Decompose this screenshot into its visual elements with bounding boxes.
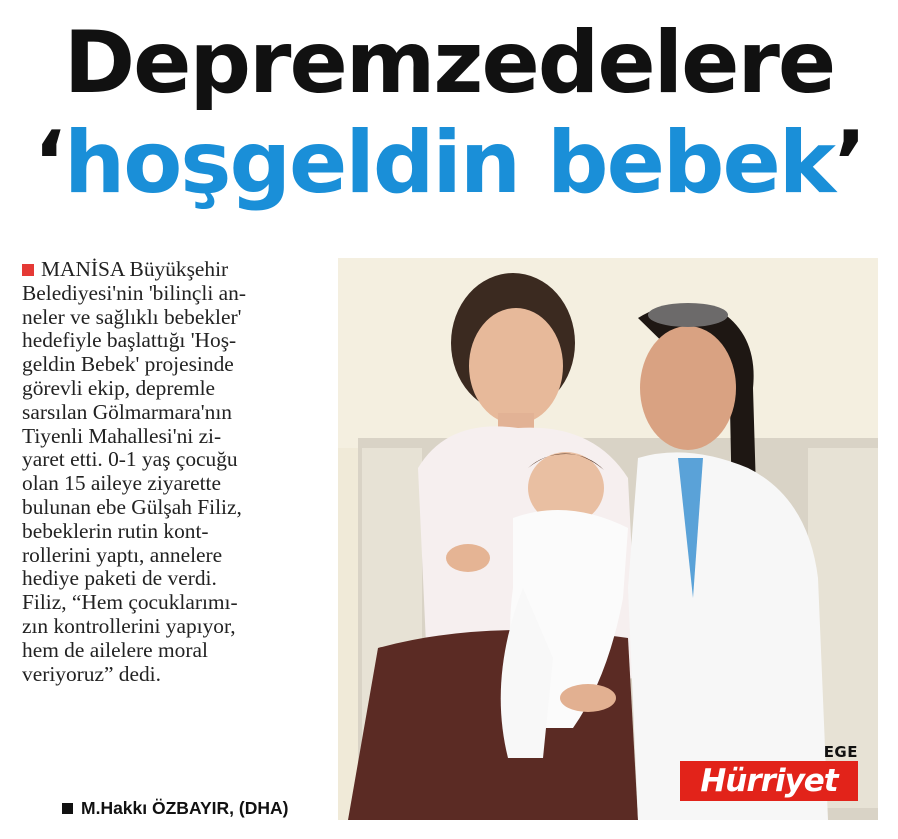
red-square-icon [22,264,34,276]
article-line-17: veriyoruz” dedi. [22,661,161,686]
article-line-11: bebeklerin rutin kont- [22,518,209,543]
logo-edition: EGE [804,743,858,763]
black-square-icon [62,803,73,814]
article-line-12: rollerini yaptı, annelere [22,542,223,567]
article-line-14: Filiz, “Hem çocuklarımı- [22,590,238,615]
article-line-0: MANİSA Büyükşehir [22,258,330,282]
hurriyet-logo [680,743,860,805]
article-line-6: sarsılan Gölmarmara'nın [22,399,232,424]
news-photo [338,258,878,820]
article-line-9: olan 15 aileye ziyarette [22,471,221,496]
article-line-8: yaret etti. 0-1 yaş çocuğu [22,447,238,472]
article-line-15: zın kontrollerini yapıyor, [22,613,236,638]
article-line-10: bulunan ebe Gülşah Filiz, [22,494,242,519]
article-body [22,258,330,686]
close-quote: ’ [834,113,865,213]
logo-name: Hürriyet [680,761,858,801]
article-line-1: Belediyesi'nin 'bilinçli an- [22,280,246,305]
article-line-7: Tiyenli Mahallesi'ni zi- [22,423,222,448]
article-line-3: hedefiyle başlattığı 'Hoş- [22,328,237,353]
headline-line-1: Depremzedelere [63,13,835,113]
open-quote: ‘ [33,113,64,213]
article-line-5: görevli ekip, depremle [22,375,216,400]
article-line-16: hem de ailelere moral [22,637,208,662]
article-line-13: hediye paketi de verdi. [22,566,217,591]
byline: M.Hakkı ÖZBAYIR, (DHA) [62,798,288,819]
article-line-4: geldin Bebek' projesinde [22,352,234,377]
headline-highlight: hoşgeldin bebek [63,113,835,213]
article-line-2: neler ve sağlıklı bebekler' [22,304,242,329]
headline-line-2 [0,113,898,213]
